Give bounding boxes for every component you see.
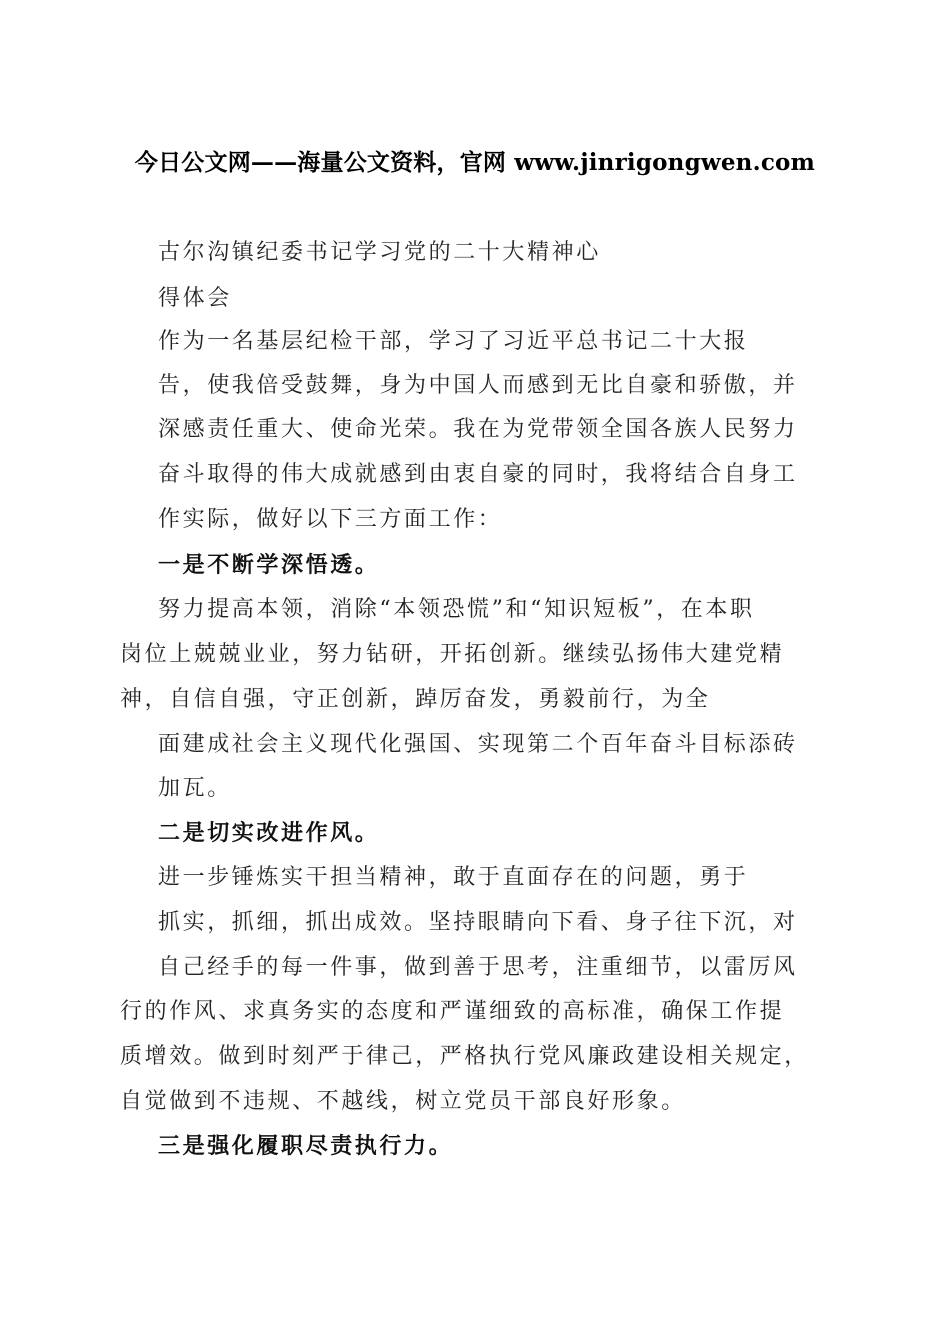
section-heading-1: 一是不断学深悟透。 (158, 552, 380, 578)
paragraph-line: 自己经手的每一件事，做到善于思考，注重细节，以雷厉风 (158, 955, 798, 980)
paragraph-line: 岗位上兢兢业业，努力钻研，开拓创新。继续弘扬伟大建党精 (120, 642, 785, 667)
paragraph-line: 行的作风、求真务实的态度和严谨细致的高标准，确保工作提 (120, 999, 785, 1024)
site-header: 今日公文网——海量公文资料，官网 www.jinrigongwen.com (134, 149, 816, 176)
paragraph-line: 深感责任重大、使命光荣。我在为党带领全国各族人民努力 (158, 417, 798, 442)
paragraph-line: 奋斗取得的伟大成就感到由衷自豪的同时，我将结合自身工 (158, 462, 798, 487)
paragraph-line: 告，使我倍受鼓舞，身为中国人而感到无比自豪和骄傲，并 (158, 373, 798, 398)
title-line-2: 得体会 (158, 286, 232, 311)
section-heading-2: 二是切实改进作风。 (158, 820, 380, 846)
paragraph-line: 神，自信自强，守正创新，踔厉奋发，勇毅前行，为全 (120, 687, 711, 712)
paragraph-line: 进一步锤炼实干担当精神，敢于直面存在的问题，勇于 (158, 865, 749, 890)
section-heading-3: 三是强化履职尽责执行力。 (158, 1133, 454, 1159)
title-line-1: 古尔沟镇纪委书记学习党的二十大精神心 (158, 240, 601, 265)
paragraph-line: 质增效。做到时刻严于律己，严格执行党风廉政建设相关规定， (120, 1044, 809, 1069)
paragraph-line: 自觉做到不违规、不越线，树立党员干部良好形象。 (120, 1089, 686, 1114)
paragraph-line: 作实际，做好以下三方面工作： (158, 507, 503, 532)
paragraph-line: 抓实，抓细，抓出成效。坚持眼睛向下看、身子往下沉，对 (158, 910, 798, 935)
paragraph-line: 面建成社会主义现代化强国、实现第二个百年奋斗目标添砖 (158, 732, 798, 757)
paragraph-line: 努力提高本领，消除“本领恐慌”和“知识短板”，在本职 (158, 597, 755, 622)
paragraph-line: 作为一名基层纪检干部，学习了习近平总书记二十大报 (158, 329, 749, 354)
paragraph-line: 加瓦。 (158, 776, 232, 801)
